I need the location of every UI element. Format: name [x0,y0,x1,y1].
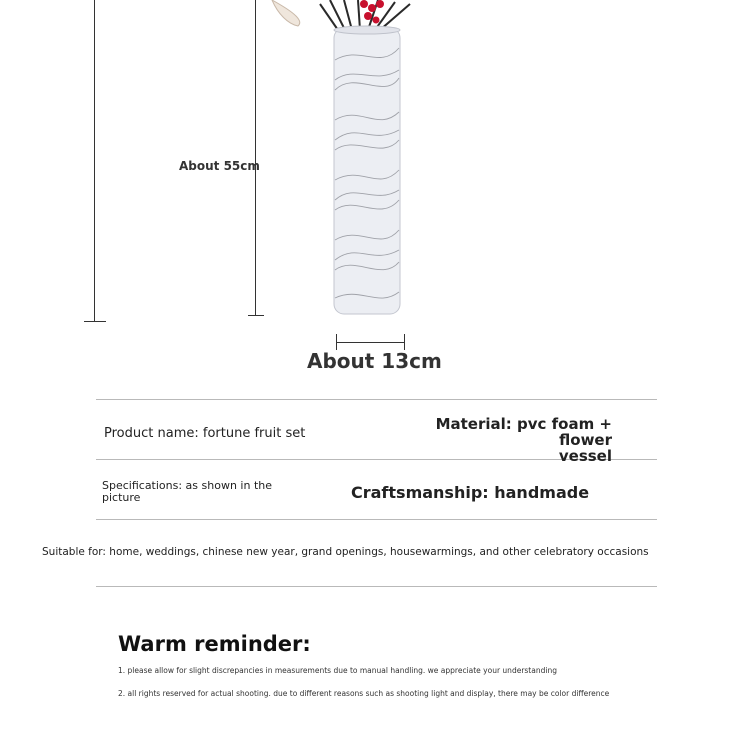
material-line-2: vessel [558,447,612,465]
specifications [102,480,272,504]
height-tick-right [248,315,264,316]
divider [96,399,657,400]
material-line-1: Material: pvc foam + flower [435,415,612,449]
width-tick-left [336,334,337,350]
product-name: Product name: fortune fruit set [104,426,306,441]
reminder-item-2: 2. all rights reserved for actual shooting. due to different reasons such as shooting light and display, there may be color difference [118,689,610,698]
suitable-for: Suitable for: home, weddings, chinese new year, grand openings, housewarmings, and other celebratory occasions [42,546,649,558]
height-tick-left [84,321,106,322]
divider [96,519,657,520]
width-line [336,342,405,343]
reminder-item-1: 1. please allow for slight discrepancies in measurements due to manual handling. we appreciate your understanding [118,666,557,675]
height-line-right [255,0,256,316]
vase-illustration [260,0,420,320]
specifications-line-2: picture [102,491,141,504]
material [392,416,612,464]
divider [96,586,657,587]
height-label: About 55cm [179,159,260,173]
width-label: About 13cm [307,349,442,373]
width-tick-right [404,334,405,350]
height-line-left [94,0,95,322]
craftsmanship: Craftsmanship: handmade [351,483,590,502]
reminder-title: Warm reminder: [118,632,311,656]
specifications-line-1: Specifications: as shown in the [102,479,273,492]
